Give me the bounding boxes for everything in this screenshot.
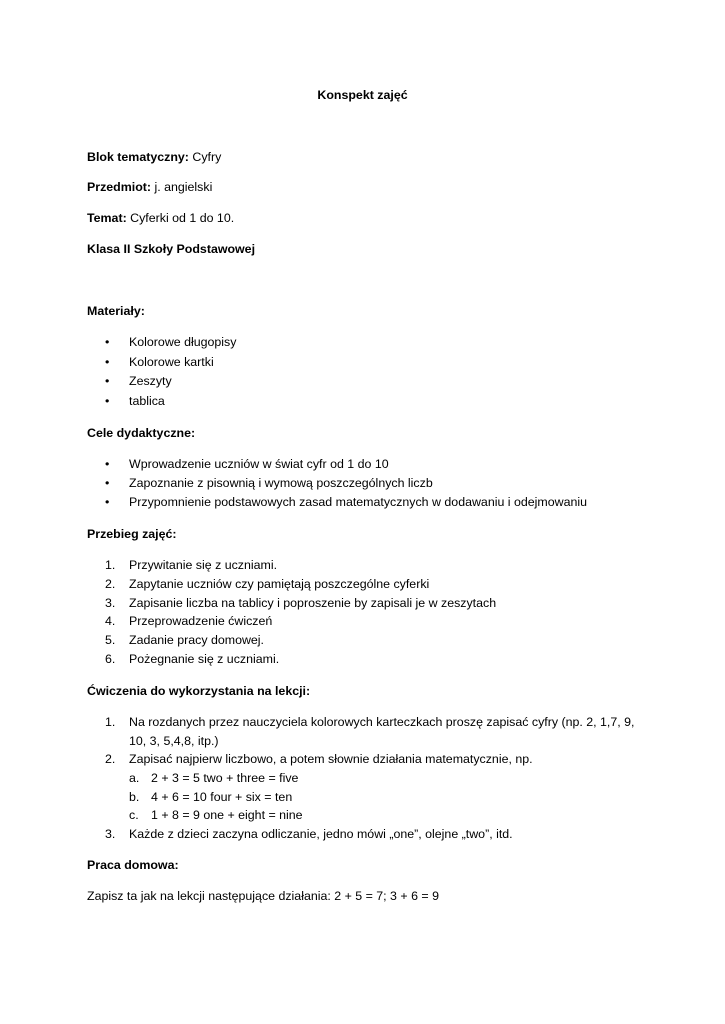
bullet-icon: • xyxy=(105,374,110,388)
homework-text: Zapisz ta jak na lekcji następujące działania: 2 + 5 = 7; 3 + 6 = 9 xyxy=(87,889,439,903)
list-item-text: Przeprowadzenie ćwiczeń xyxy=(129,614,273,628)
list-item-text: Przywitanie się z uczniami. xyxy=(129,558,278,572)
list-item-text: Przypomnienie podstawowych zasad matematycznych w dodawaniu i odejmowaniu xyxy=(129,495,587,509)
list-number: 3. xyxy=(105,827,116,841)
list-number: 6. xyxy=(105,652,116,666)
bullet-icon: • xyxy=(105,495,110,509)
list-item-text: tablica xyxy=(129,394,165,408)
list-number: 1. xyxy=(105,715,116,729)
list-item-text: Zeszyty xyxy=(129,374,172,388)
list-item-text: Zapisanie liczba na tablicy i poproszenie by zapisali je w zeszytach xyxy=(129,596,497,610)
list-item-text: Zapisać najpierw liczbowo, a potem słownie działania matematycznie, np. xyxy=(129,752,533,766)
page-title: Konspekt zajęć xyxy=(317,88,408,102)
exercises-heading: Ćwiczenia do wykorzystania na lekcji: xyxy=(87,684,311,698)
field-subject xyxy=(87,180,212,196)
sub-list-text: 4 + 6 = 10 four + six = ten xyxy=(151,790,293,804)
field-value: Cyferki od 1 do 10. xyxy=(126,211,235,225)
field-value: Cyfry xyxy=(188,150,222,164)
sub-list-letter: a. xyxy=(129,771,140,785)
field-topic xyxy=(87,211,234,227)
list-item-text: 10, 3, 5,4,8, itp.) xyxy=(129,734,219,748)
field-block xyxy=(87,150,221,166)
list-item-text: Każde z dzieci zaczyna odliczanie, jedno mówi „one”, olejne „two”, itd. xyxy=(129,827,513,841)
list-item-text: Zapytanie uczniów czy pamiętają poszczególne cyferki xyxy=(129,577,430,591)
list-number: 1. xyxy=(105,558,116,572)
goals-heading: Cele dydaktyczne: xyxy=(87,426,196,440)
list-number: 4. xyxy=(105,614,116,628)
materials-heading: Materiały: xyxy=(87,304,145,318)
bullet-icon: • xyxy=(105,394,110,408)
list-number: 3. xyxy=(105,596,116,610)
list-number: 2. xyxy=(105,577,116,591)
list-item-text: Kolorowe długopisy xyxy=(129,335,237,349)
class-line: Klasa II Szkoły Podstawowej xyxy=(87,242,256,256)
field-label: Blok tematyczny: xyxy=(87,150,189,164)
list-item-text: Wprowadzenie uczniów w świat cyfr od 1 do 10 xyxy=(129,457,389,471)
sub-list-text: 1 + 8 = 9 one + eight = nine xyxy=(151,808,303,822)
list-item-text: Pożegnanie się z uczniami. xyxy=(129,652,280,666)
field-label: Temat: xyxy=(87,211,127,225)
field-label: Przedmiot: xyxy=(87,180,152,194)
sub-list-letter: c. xyxy=(129,808,139,822)
bullet-icon: • xyxy=(105,355,110,369)
list-item-text: Na rozdanych przez nauczyciela kolorowych karteczkach proszę zapisać cyfry (np. 2, 1,7, 9, xyxy=(129,715,635,729)
list-number: 2. xyxy=(105,752,116,766)
course-heading: Przebieg zajęć: xyxy=(87,527,177,541)
list-item-text: Zadanie pracy domowej. xyxy=(129,633,264,647)
field-value: j. angielski xyxy=(151,180,213,194)
homework-heading: Praca domowa: xyxy=(87,858,179,872)
bullet-icon: • xyxy=(105,476,110,490)
list-number: 5. xyxy=(105,633,116,647)
list-item-text: Kolorowe kartki xyxy=(129,355,214,369)
bullet-icon: • xyxy=(105,457,110,471)
sub-list-text: 2 + 3 = 5 two + three = five xyxy=(151,771,299,785)
list-item-text: Zapoznanie z pisownią i wymową poszczególnych liczb xyxy=(129,476,433,490)
sub-list-letter: b. xyxy=(129,790,140,804)
bullet-icon: • xyxy=(105,335,110,349)
